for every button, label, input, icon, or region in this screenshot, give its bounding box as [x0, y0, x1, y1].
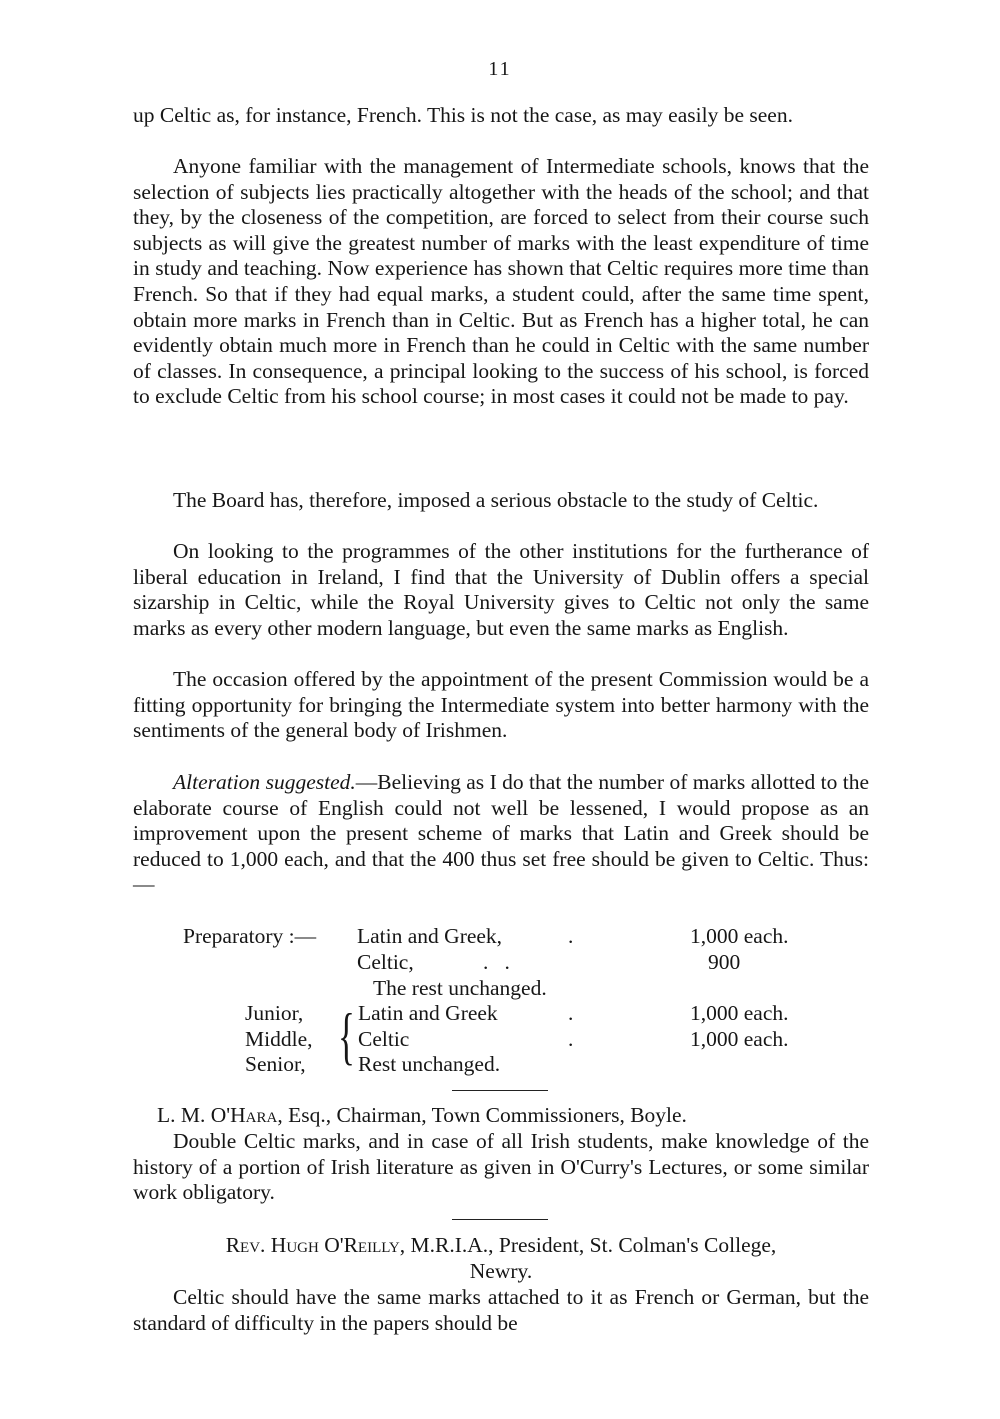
paragraph-3: The Board has, therefore, imposed a serious obstacle to the study of Celtic.	[173, 488, 819, 512]
paragraph-2: Anyone familiar with the management of Intermediate schools, knows that the selection of subjects lies practically altogether with the heads of the school; and that they, by the closeness of the competition, are forced to select from their course such subjects as will give the greatest number of marks with the least expenditure of time in study and teaching. Now experience has shown that Celtic requires more time than French. So that if they had equal marks, a student could, after the same time spent, obtain more marks in French than in Celtic. But as French has a higher total, he can evidently obtain much more in French than he could in Celtic with the same number of classes. In consequence, a principal looking to the success of his school, is forced to exclude Celtic from his school course; in most cases it could not be made to pay.	[133, 154, 869, 409]
entry-2-header	[133, 1233, 869, 1259]
preparatory-label: Preparatory :—	[183, 924, 317, 948]
upper-marks-2: 1,000 each.	[690, 1027, 789, 1051]
divider-rule-2	[452, 1219, 548, 1220]
entry-1-header	[133, 1103, 869, 1129]
brace-glyph: {	[338, 1000, 355, 1071]
entry-2-title-line2: Newry.	[469, 1259, 533, 1283]
page-number: 11	[488, 58, 512, 80]
paragraph-1: up Celtic as, for instance, French. This is not the case, as may easily be seen.	[133, 103, 793, 127]
level-senior: Senior,	[245, 1052, 306, 1076]
entry-1-title: , Esq., Chairman, Town Commissioners, Boyle.	[277, 1103, 687, 1127]
upper-marks-1: 1,000 each.	[690, 1001, 789, 1025]
paragraph-5: The occasion offered by the appointment of the present Commission would be a fitting opportunity for bringing the Intermediate system into better harmony with the sentiments of the general body of Irishmen.	[133, 667, 869, 743]
level-middle: Middle,	[245, 1027, 313, 1051]
upper-subject-3: Rest unchanged.	[358, 1052, 501, 1076]
paragraph-4: On looking to the programmes of the other institutions for the furtherance of liberal education in Ireland, I find that the University of Dublin offers a special sizarship in Celtic, while the Royal University gives to Celtic not only the same marks as every other modern language, but even the same marks as English.	[133, 539, 869, 640]
upper-dots-2: .	[568, 1027, 574, 1051]
prep-subject-1: Latin and Greek,	[357, 924, 503, 948]
prep-dots-1: .	[568, 924, 574, 948]
alteration-heading: Alteration suggested.	[173, 770, 356, 794]
upper-subject-2: Celtic	[358, 1027, 410, 1051]
prep-subject-2: Celtic,	[357, 950, 414, 974]
prep-marks-1: 1,000 each.	[690, 924, 789, 948]
divider-rule-1	[452, 1090, 548, 1091]
upper-subject-1: Latin and Greek	[358, 1001, 498, 1025]
level-junior: Junior,	[245, 1001, 304, 1025]
entry-2-text: Celtic should have the same marks attached to it as French or German, but the standard of difficulty in the papers should be	[133, 1285, 869, 1335]
alteration-body: —Believing as I do that the number of marks allotted to the elaborate course of English could not well be lessened, I would propose as an improvement upon the present scheme of marks that Latin and Greek should be reduced to 1,000 each, and that the 400 thus set free should be given to Celtic. Thus:—	[133, 770, 869, 897]
paragraph-6	[133, 770, 869, 898]
prep-dots-2: . .	[483, 950, 510, 974]
prep-subject-3: The rest unchanged.	[373, 976, 547, 1000]
entry-1-name: L. M. O'Hara	[157, 1103, 278, 1127]
entry-1-text: Double Celtic marks, and in case of all Irish students, make knowledge of the history of a portion of Irish literature as given in O'Curry's Lectures, or some similar work obligatory.	[133, 1129, 869, 1205]
upper-dots-1: .	[568, 1001, 574, 1025]
prep-marks-2: 900	[708, 950, 741, 974]
entry-2-title: , M.R.I.A., President, St. Colman's College,	[399, 1233, 777, 1257]
entry-2-name: Rev. Hugh O'Reilly	[225, 1233, 400, 1257]
